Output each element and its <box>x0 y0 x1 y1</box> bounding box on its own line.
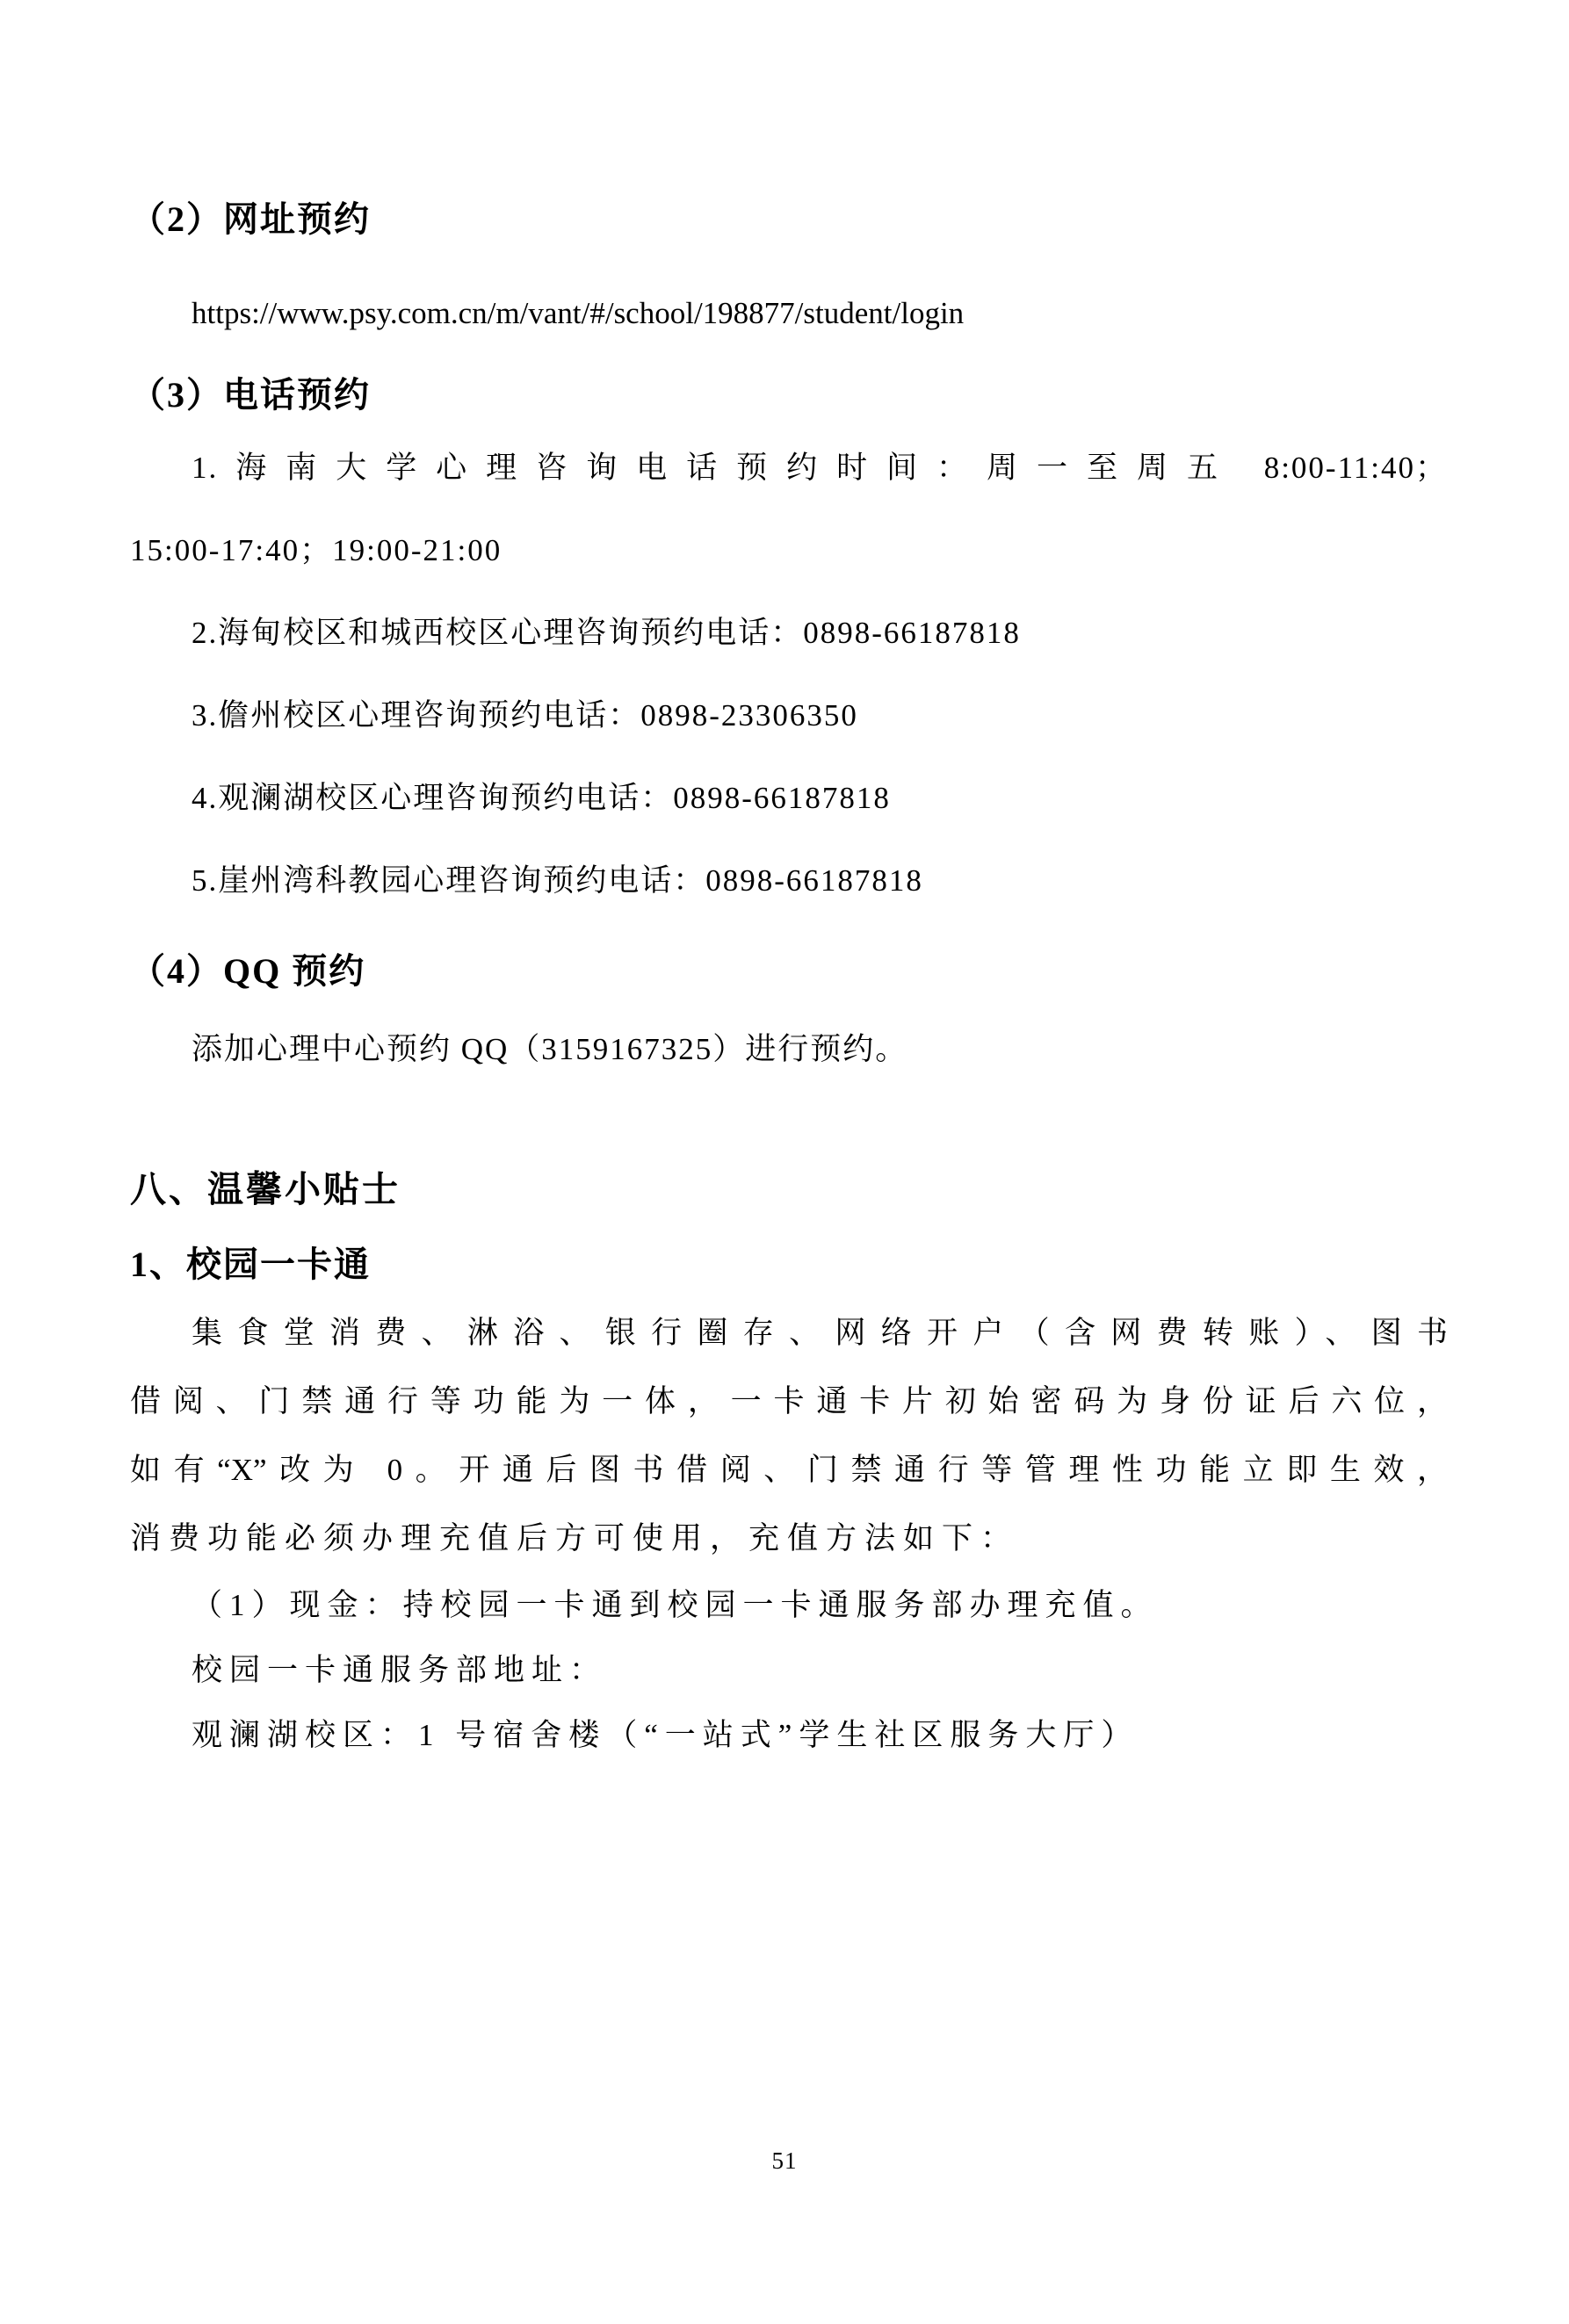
phone-item-1 <box>130 427 1448 592</box>
heading-web-booking: （2）网址预约 <box>130 199 371 239</box>
heading-campus-card: 1、校园一卡通 <box>130 1245 371 1284</box>
page-number: 51 <box>771 2147 798 2174</box>
heading-tips-section: 八、温馨小贴士 <box>130 1169 401 1209</box>
qq-booking-text: 添加心理中心预约 QQ（3159167325）进行预约。 <box>192 1032 908 1066</box>
card-service-address-guanlanhu: 观澜湖校区：1 号宿舍楼（“一站式”学生社区服务大厅） <box>192 1718 1139 1752</box>
phone-item-2: 2.海甸校区和城西校区心理咨询预约电话：0898-66187818 <box>192 616 1021 650</box>
phone-item-5: 5.崖州湾科教园心理咨询预约电话：0898-66187818 <box>192 863 923 898</box>
heading-phone-booking: （3）电话预约 <box>130 375 371 415</box>
campus-card-para-line2: 借阅、门禁通行等功能为一体，一卡通卡片初始密码为身份证后六位， <box>130 1384 1448 1418</box>
card-service-address-label: 校园一卡通服务部地址： <box>192 1653 608 1687</box>
phone-item-3: 3.儋州校区心理咨询预约电话：0898-23306350 <box>192 698 858 733</box>
cash-recharge-line: （1）现金：持校园一卡通到校园一卡通服务部办理充值。 <box>192 1588 1159 1622</box>
phone-item-1-line1: 1.海南大学心理咨询电话预约时间：周一至周五 8:00-11:40； <box>192 451 1448 485</box>
phone-item-1-line2: 15:00-17:40；19:00-21:00 <box>130 533 503 567</box>
booking-url-text: https://www.psy.com.cn/m/vant/#/school/198877/student/login <box>192 296 965 330</box>
campus-card-paragraph <box>130 1299 1448 1573</box>
phone-item-4: 4.观澜湖校区心理咨询预约电话：0898-66187818 <box>192 781 891 815</box>
document-page <box>0 195 1569 2324</box>
heading-qq-booking: （4）QQ 预约 <box>130 951 366 991</box>
campus-card-para-line1: 集食堂消费、淋浴、银行圈存、网络开户（含网费转账）、图书 <box>192 1316 1448 1350</box>
campus-card-para-line4: 消费功能必须办理充值后方可使用，充值方法如下： <box>130 1521 1020 1555</box>
campus-card-para-line3: 如有“X”改为 0。开通后图书借阅、门禁通行等管理性功能立即生效， <box>130 1453 1448 1487</box>
